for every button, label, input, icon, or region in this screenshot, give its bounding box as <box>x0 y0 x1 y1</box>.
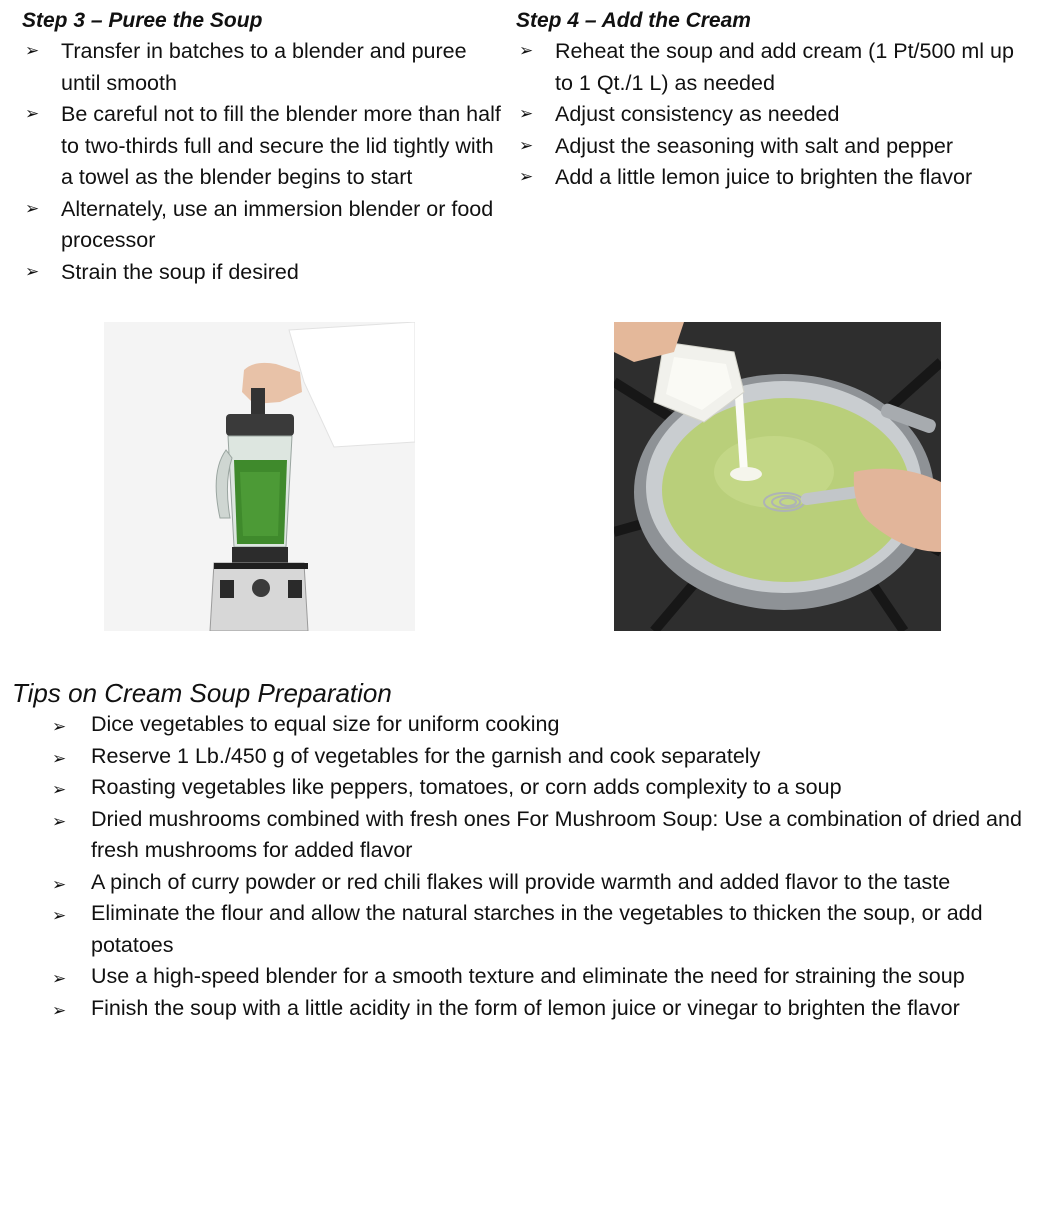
arrowhead-bullet-icon: ➢ <box>519 135 534 156</box>
arrowhead-bullet-icon: ➢ <box>52 1000 67 1021</box>
adding-cream-photo <box>614 322 941 631</box>
list-item: ➢ Finish the soup with a little acidity in the form of lemon juice or vinegar to brighten the flavor <box>52 993 1022 1025</box>
blender-illustration <box>104 322 415 631</box>
step3-list <box>22 36 502 288</box>
step3-section <box>22 6 502 288</box>
step3-heading: Step 3 – Puree the Soup <box>22 9 263 32</box>
arrowhead-bullet-icon: ➢ <box>25 104 40 124</box>
arrowhead-bullet-icon: ➢ <box>52 780 67 800</box>
list-item: ➢ Dried mushrooms combined with fresh ones For Mushroom Soup: Use a combination of dried and fresh mushrooms for added flavor <box>52 804 1022 867</box>
list-item: ➢ Alternately, use an immersion blender or food processor <box>22 194 502 257</box>
tips-heading: Tips on Cream Soup Preparation <box>12 678 392 708</box>
list-item: ➢ Adjust the seasoning with salt and pepper <box>516 131 1036 163</box>
tips-list <box>52 709 1022 1024</box>
arrowhead-bullet-icon: ➢ <box>52 874 67 895</box>
list-item: ➢ Roasting vegetables like peppers, tomatoes, or corn adds complexity to a soup <box>52 772 1022 804</box>
list-item: ➢ Transfer in batches to a blender and puree until smooth <box>22 36 502 99</box>
list-item: ➢ Use a high-speed blender for a smooth texture and eliminate the need for straining the soup <box>52 961 1022 993</box>
step4-section <box>516 6 1036 194</box>
arrowhead-bullet-icon: ➢ <box>52 906 67 926</box>
blender-photo <box>104 322 415 631</box>
list-item: ➢ Eliminate the flour and allow the natural starches in the vegetables to thicken the soup, or add potatoes <box>52 898 1022 961</box>
arrowhead-bullet-icon: ➢ <box>519 41 534 61</box>
list-item: ➢ Reserve 1 Lb./450 g of vegetables for the garnish and cook separately <box>52 741 1022 773</box>
arrowhead-bullet-icon: ➢ <box>519 167 534 187</box>
list-item: ➢ A pinch of curry powder or red chili flakes will provide warmth and added flavor to the taste <box>52 867 1022 899</box>
arrowhead-bullet-icon: ➢ <box>52 748 67 769</box>
arrowhead-bullet-icon: ➢ <box>25 41 40 61</box>
arrowhead-bullet-icon: ➢ <box>52 969 67 989</box>
arrowhead-bullet-icon: ➢ <box>52 717 67 737</box>
list-item: ➢ Be careful not to fill the blender more than half to two-thirds full and secure the lid tightly with a towel as the blender begins to start <box>22 99 502 194</box>
step4-heading: Step 4 – Add the Cream <box>516 9 751 32</box>
arrowhead-bullet-icon: ➢ <box>25 261 40 282</box>
step4-list <box>516 36 1036 194</box>
arrowhead-bullet-icon: ➢ <box>25 198 40 219</box>
list-item: ➢ Reheat the soup and add cream (1 Pt/500 ml up to 1 Qt./1 L) as needed <box>516 36 1036 99</box>
list-item: ➢ Adjust consistency as needed <box>516 99 1036 131</box>
cream-illustration <box>614 322 941 631</box>
list-item: ➢ Dice vegetables to equal size for uniform cooking <box>52 709 1022 741</box>
arrowhead-bullet-icon: ➢ <box>519 104 534 124</box>
list-item: ➢ Strain the soup if desired <box>22 257 502 289</box>
list-item: ➢ Add a little lemon juice to brighten the flavor <box>516 162 1036 194</box>
arrowhead-bullet-icon: ➢ <box>52 811 67 832</box>
